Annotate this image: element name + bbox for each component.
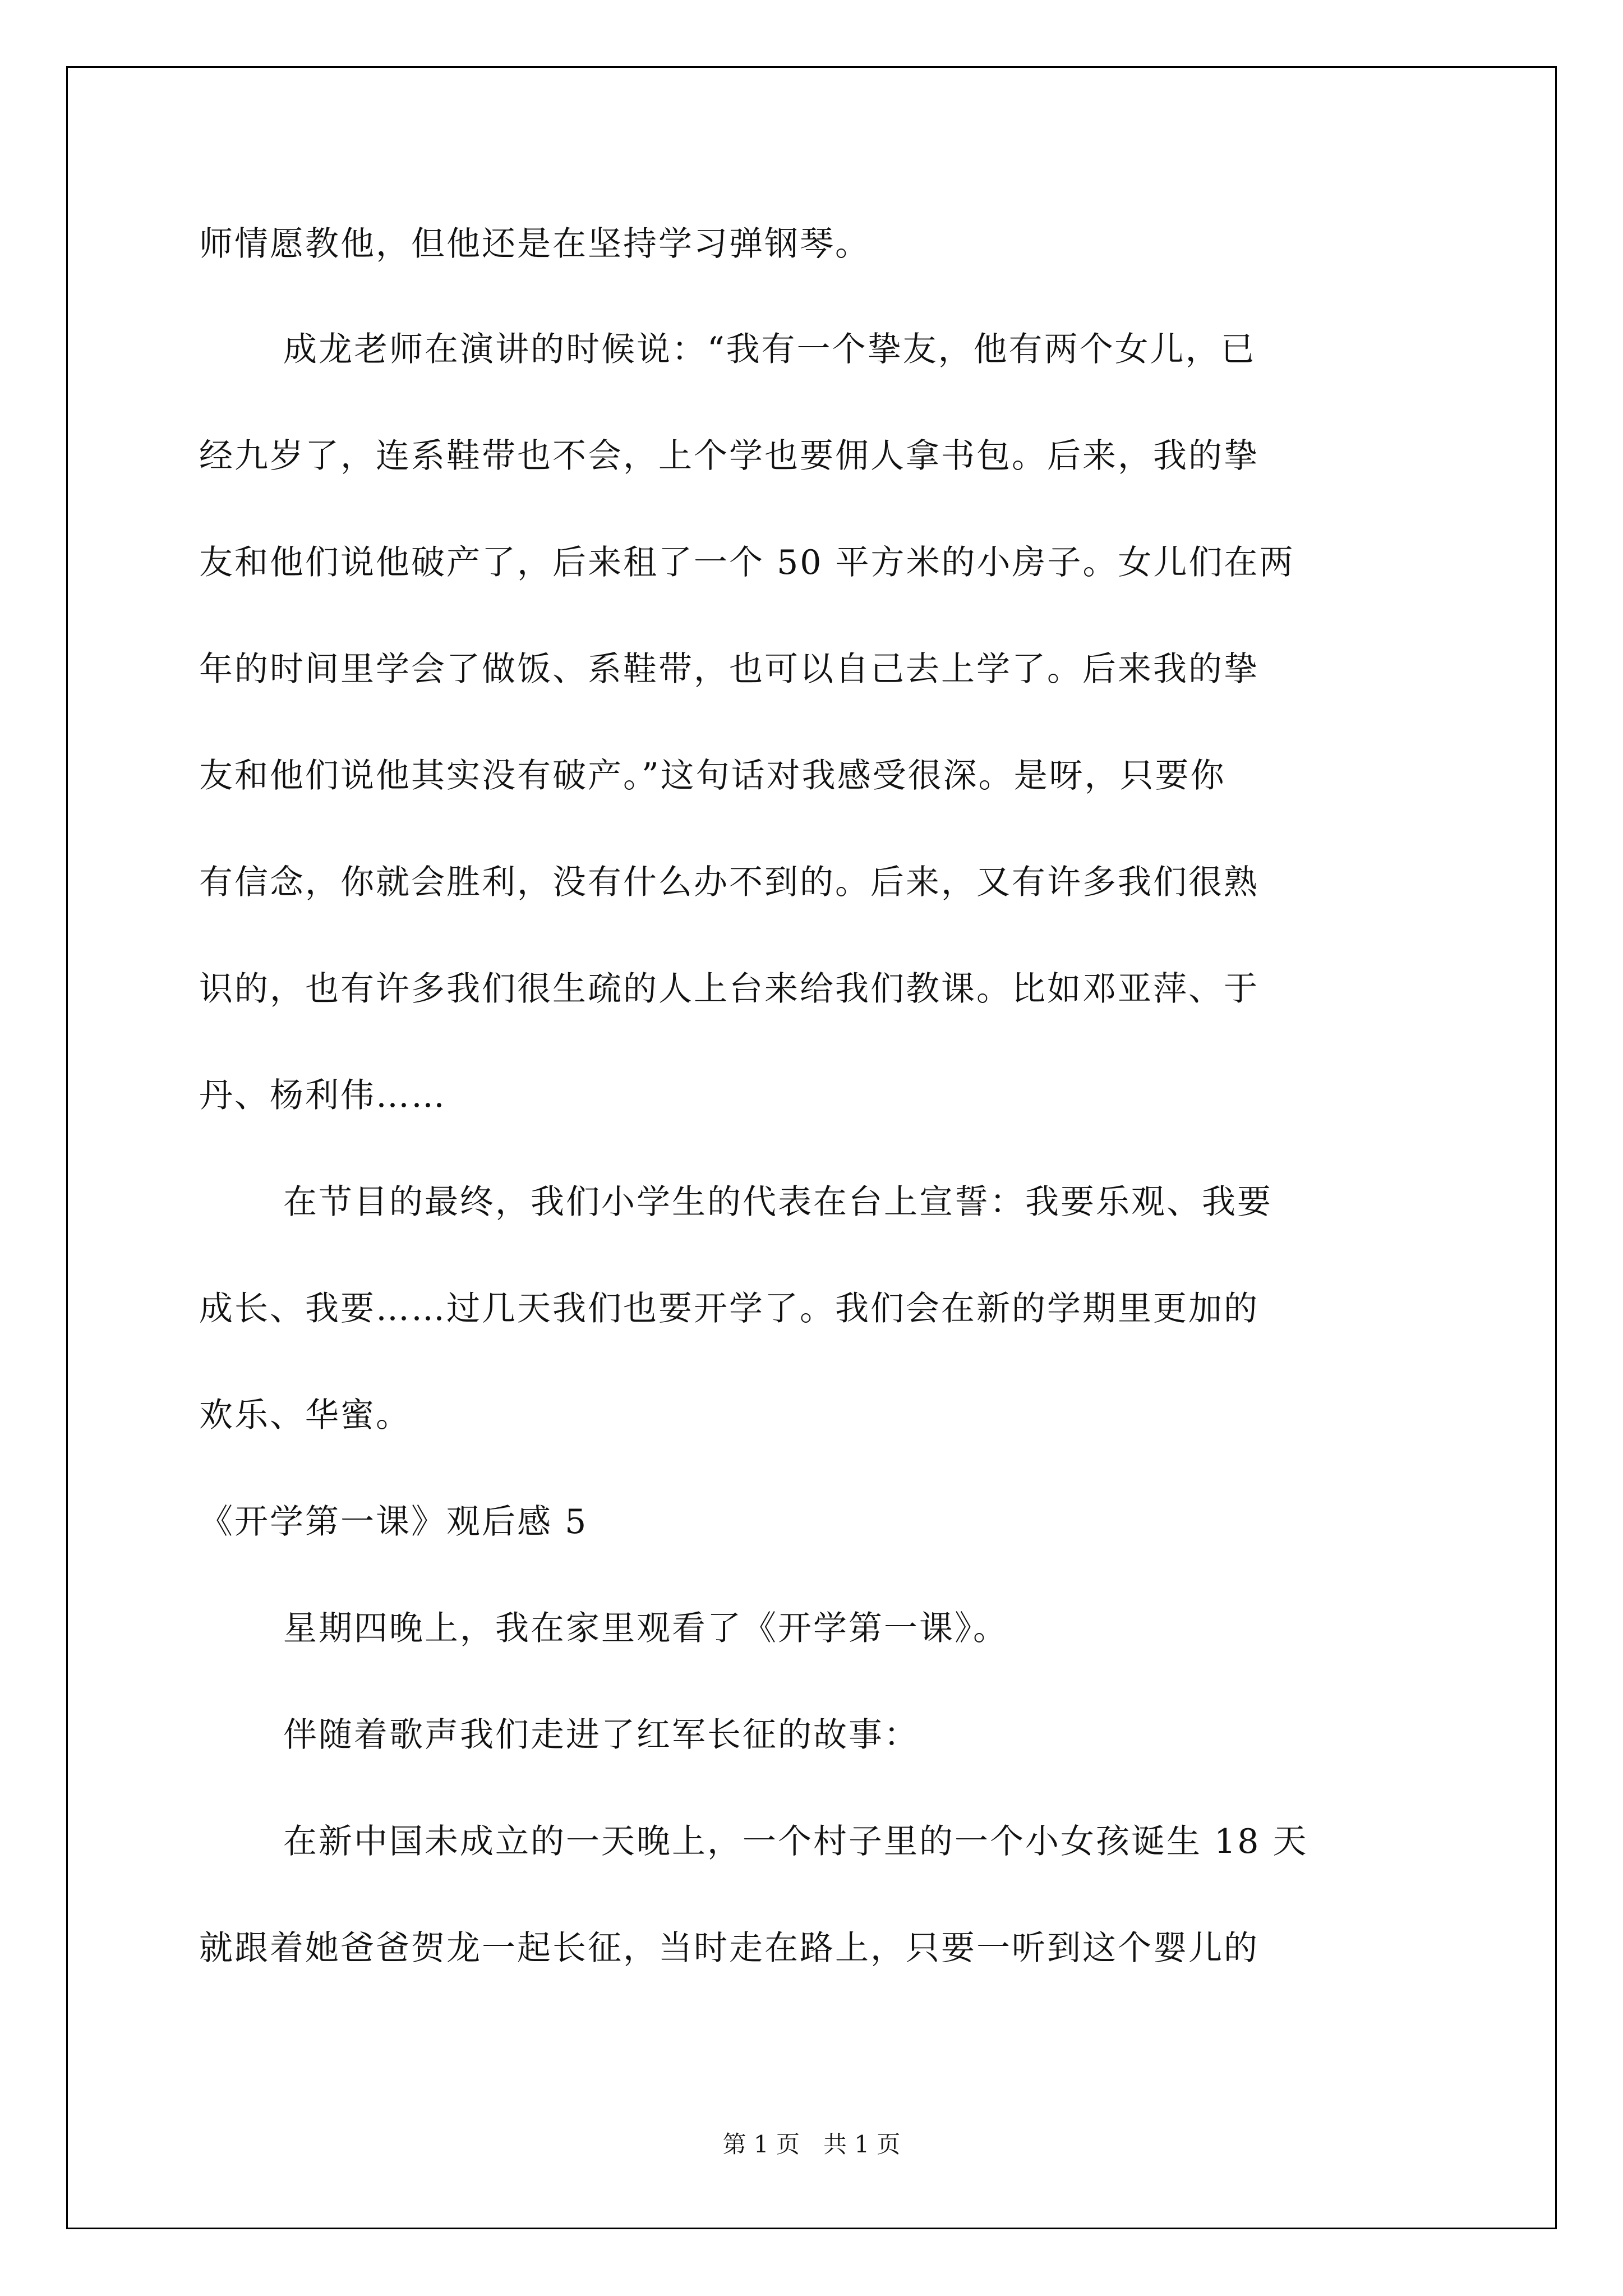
text-line: 丹、杨利伟…… [199, 1076, 446, 1115]
paragraph-start-line: 在节目的最终，我们小学生的代表在台上宣誓：我要乐观、我要 [283, 1182, 1272, 1222]
text-line: 有信念，你就会胜利，没有什么办不到的。后来，又有许多我们很熟 [199, 863, 1259, 902]
paragraph-start-line: 星期四晚上，我在家里观看了《开学第一课》。 [283, 1609, 1008, 1648]
page-border [66, 66, 1557, 2229]
text-line: 成长、我要……过几天我们也要开学了。我们会在新的学期里更加的 [199, 1289, 1259, 1328]
text-line: 友和他们说他破产了，后来租了一个 50 平方米的小房子。女儿们在两 [199, 543, 1295, 582]
text-line: 欢乐、华蜜。 [199, 1396, 411, 1435]
text-line: 就跟着她爸爸贺龙一起长征，当时走在路上，只要一听到这个婴儿的 [199, 1929, 1259, 1968]
text-line: 友和他们说他其实没有破产。”这句话对我感受很深。是呀，只要你 [199, 756, 1226, 795]
paragraph-start-line: 在新中国未成立的一天晚上，一个村子里的一个小女孩诞生 18 天 [283, 1822, 1308, 1861]
text-line: 经九岁了，连系鞋带也不会，上个学也要佣人拿书包。后来，我的挚 [199, 436, 1259, 476]
paragraph-start-line: 伴随着歌声我们走进了红军长征的故事： [283, 1715, 919, 1755]
text-line: 年的时间里学会了做饭、系鞋带，也可以自己去上学了。后来我的挚 [199, 650, 1259, 689]
paragraph-start-line: 成龙老师在演讲的时候说：“我有一个挚友，他有两个女儿，已 [283, 330, 1256, 369]
page-number-footer: 第 1 页 共 1 页 [722, 2131, 901, 2158]
text-line: 识的，也有许多我们很生疏的人上台来给我们教课。比如邓亚萍、于 [199, 969, 1259, 1009]
section-heading: 《开学第一课》观后感 5 [199, 1502, 588, 1542]
text-line: 师情愿教他，但他还是在坚持学习弹钢琴。 [199, 224, 870, 264]
